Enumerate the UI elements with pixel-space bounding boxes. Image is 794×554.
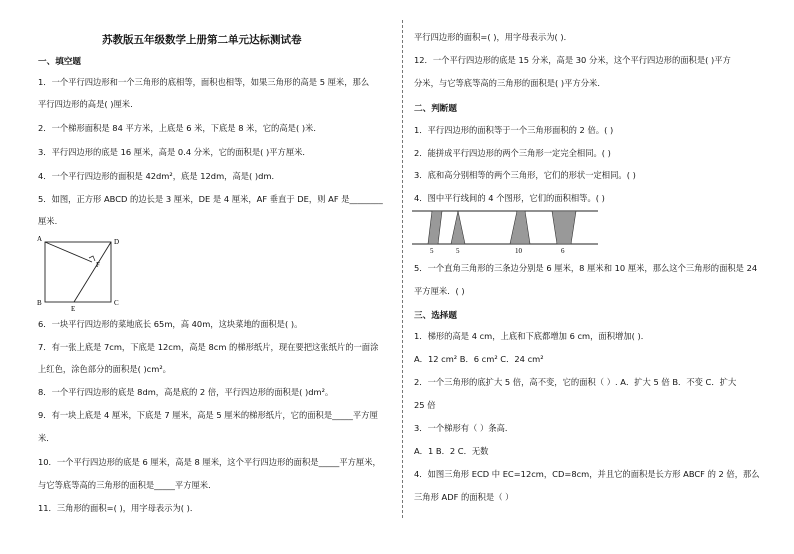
choice-line: 三角形 ADF 的面积是（ ） <box>414 492 514 502</box>
parallel-shapes-figure <box>412 206 602 256</box>
judge-line: 5．一个直角三角形的三条边分别是 6 厘米，8 厘米和 10 厘米，那么这个三角形的面积是 24 <box>414 263 758 273</box>
label-a: A <box>37 235 43 243</box>
label-e: E <box>71 305 76 312</box>
judge-line: 1．平行四边形的面积等于一个三角形面积的 2 倍。( ) <box>414 125 614 135</box>
label-d: D <box>114 238 120 246</box>
page-title: 苏教版五年级数学上册第二单元达标测试卷 <box>102 34 302 46</box>
column-divider <box>402 20 403 518</box>
question-line: 11．三角形的面积=( )，用字母表示为( )． <box>38 503 199 513</box>
question-line: 1．一个平行四边形和一个三角形的底相等，面积也相等，如果三角形的高是 5 厘米，那么 <box>38 77 370 87</box>
choice-line: 3．一个梯形有（ ）条高． <box>414 423 514 433</box>
judge-line: 平方厘米．( ) <box>414 286 465 296</box>
shape-label: 6 <box>561 247 565 255</box>
shape-label: 5 <box>456 247 460 255</box>
choice-line: 1．梯形的高是 4 cm，上底和下底都增加 6 cm，面积增加( )． <box>414 331 650 341</box>
choice-line: 25 倍 <box>414 400 436 410</box>
question-line: 上红色，涂色部分的面积是( )cm²。 <box>38 364 171 374</box>
question-line: 12．一个平行四边形的底是 15 分米，高是 30 分米，这个平行四边形的面积是( )平方 <box>414 55 731 65</box>
judge-line: 4．图中平行线间的 4 个图形，它们的面积相等。( ) <box>414 193 605 203</box>
square-abcd-figure <box>34 232 124 312</box>
shape-label: 5 <box>430 247 434 255</box>
shape-1 <box>428 211 442 244</box>
shape-4 <box>552 211 576 244</box>
question-line: 平行四边形的高是( )厘米. <box>38 99 133 109</box>
shape-2 <box>451 211 465 244</box>
section-choice-title: 三、选择题 <box>414 311 457 321</box>
label-f: F <box>96 261 100 269</box>
judge-line: 2．能拼成平行四边形的两个三角形一定完全相同。( ) <box>414 148 611 158</box>
choice-line: 4．如图三角形 ECD 中 EC=12cm，CD=8cm，并且它的面积是长方形 ABCF 的 2 倍，那么 <box>414 469 760 479</box>
choice-line: A．12 cm² B．6 cm² C．24 cm² <box>414 354 544 364</box>
choice-line: 2．一个三角形的底扩大 5 倍，高不变，它的面积（ ）. A．扩大 5 倍 B．不变 C．扩大 <box>414 377 737 387</box>
shape-3 <box>510 211 530 244</box>
question-line: 3．平行四边形的底是 16 厘米，高是 0.4 分米，它的面积是( )平方厘米． <box>38 147 311 157</box>
question-line: 7．有一张上底是 7cm，下底是 12cm，高是 8cm 的梯形纸片，现在要把这张纸片的一面涂 <box>38 342 379 352</box>
label-b: B <box>37 299 42 307</box>
question-line: 8．一个平行四边形的底是 8dm，高是底的 2 倍，平行四边形的面积是( )dm²。 <box>38 387 334 397</box>
section-fill-in-title: 一、填空题 <box>38 57 81 67</box>
section-judge-title: 二、判断题 <box>414 104 457 114</box>
question-line: 4．一个平行四边形的面积是 42dm²，底是 12dm，高是( )dm． <box>38 171 280 181</box>
question-line: 10．一个平行四边形的底是 6 厘米，高是 8 厘米，这个平行四边形的面积是_____平方厘米， <box>38 457 381 467</box>
question-line: 平行四边形的面积=( )，用字母表示为( )． <box>414 32 572 42</box>
question-line: 米． <box>38 433 55 443</box>
choice-line: A．1 B．2 C．无数 <box>414 446 489 456</box>
judge-line: 3．底和高分别相等的两个三角形，它们的形状一定相同。( ) <box>414 170 636 180</box>
question-line: 2．一个梯形面积是 84 平方米，上底是 6 米，下底是 8 米，它的高是( )米． <box>38 123 322 133</box>
question-line: 厘米. <box>38 216 58 226</box>
question-line: 6．一块平行四边形的菜地底长 65m，高 40m，这块菜地的面积是( )。 <box>38 319 303 329</box>
label-c: C <box>114 299 119 307</box>
question-line: 5．如图，正方形 ABCD 的边长是 3 厘米，DE 是 4 厘米，AF 垂直于 DE，则 AF 是________ <box>38 194 383 204</box>
question-line: 9．有一块上底是 4 厘米，下底是 7 厘米，高是 5 厘米的梯形纸片，它的面积是_____平方厘 <box>38 410 378 420</box>
question-line: 分米，与它等底等高的三角形的面积是( )平方分米． <box>414 78 606 88</box>
question-line: 与它等底等高的三角形的面积是_____平方厘米． <box>38 480 217 490</box>
shape-label: 10 <box>515 247 522 255</box>
